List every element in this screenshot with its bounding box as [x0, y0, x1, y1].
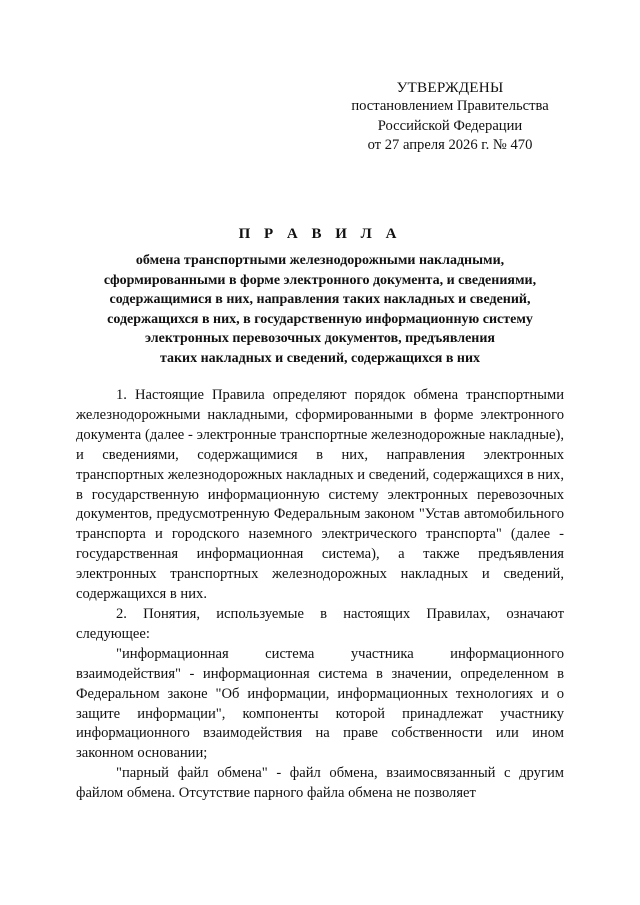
definition-paragraph: "парный файл обмена" - файл обмена, взаимосвязанный с другим файлом обмена. Отсутствие парного файла обмена не позволяет: [76, 765, 564, 802]
paragraph-2: 2. Понятия, используемые в настоящих Правилах, означают следующее:: [76, 605, 564, 642]
approval-line: постановлением Правительства: [351, 98, 549, 115]
paragraph-1: 1. Настоящие Правила определяют порядок обмена транспортными железнодорожными накладными, сформированными в форме электронного документа (далее - электронные транспортные железнодорожные накладные), и сведениями, содержащимися в них, направления электронных транспортных железнодорожных накладных и сведений, содержащихся в них, в государственную информационную систему электронных перевозочных документов, предусмотренную Федеральным законом "Устав автомобильного транспорта и городского наземного электрического транспорта" (далее - государственная информационная система), а также предъявления электронных транспортных железнодорожных накладных и сведений, содержащихся в них.: [76, 387, 564, 603]
document-title: П Р А В И Л А: [238, 226, 402, 242]
approval-heading: УТВЕРЖДЕНЫ: [396, 79, 504, 96]
subtitle-line: содержащимися в них, направления таких накладных и сведений,: [109, 292, 531, 307]
subtitle-line: содержащихся в них, в государственную информационную систему: [107, 311, 533, 327]
definition-paragraph: "информационная система участника информационного взаимодействия" - информационная система в значении, определенном в Федеральном законе "Об информации, информационных технологиях и о защите информации", компоненты которой принадлежат участнику информационного взаимодействия на праве собственности или ином законном основании;: [76, 645, 564, 762]
subtitle-line: сформированными в форме электронного документа, и сведениями,: [103, 272, 537, 288]
approval-line: Российской Федерации: [377, 117, 523, 134]
subtitle-line: таких накладных и сведений, содержащихся в них: [159, 350, 481, 366]
approval-block: [300, 78, 600, 156]
subtitle-line: обмена транспортными железнодорожными накладными,: [135, 253, 505, 268]
subtitle-line: электронных перевозочных документов, предъявления: [145, 331, 495, 346]
document-subtitle: [70, 251, 570, 368]
document-body: [76, 386, 564, 804]
approval-date-line: от 27 апреля 2026 г. № 470: [367, 137, 533, 154]
